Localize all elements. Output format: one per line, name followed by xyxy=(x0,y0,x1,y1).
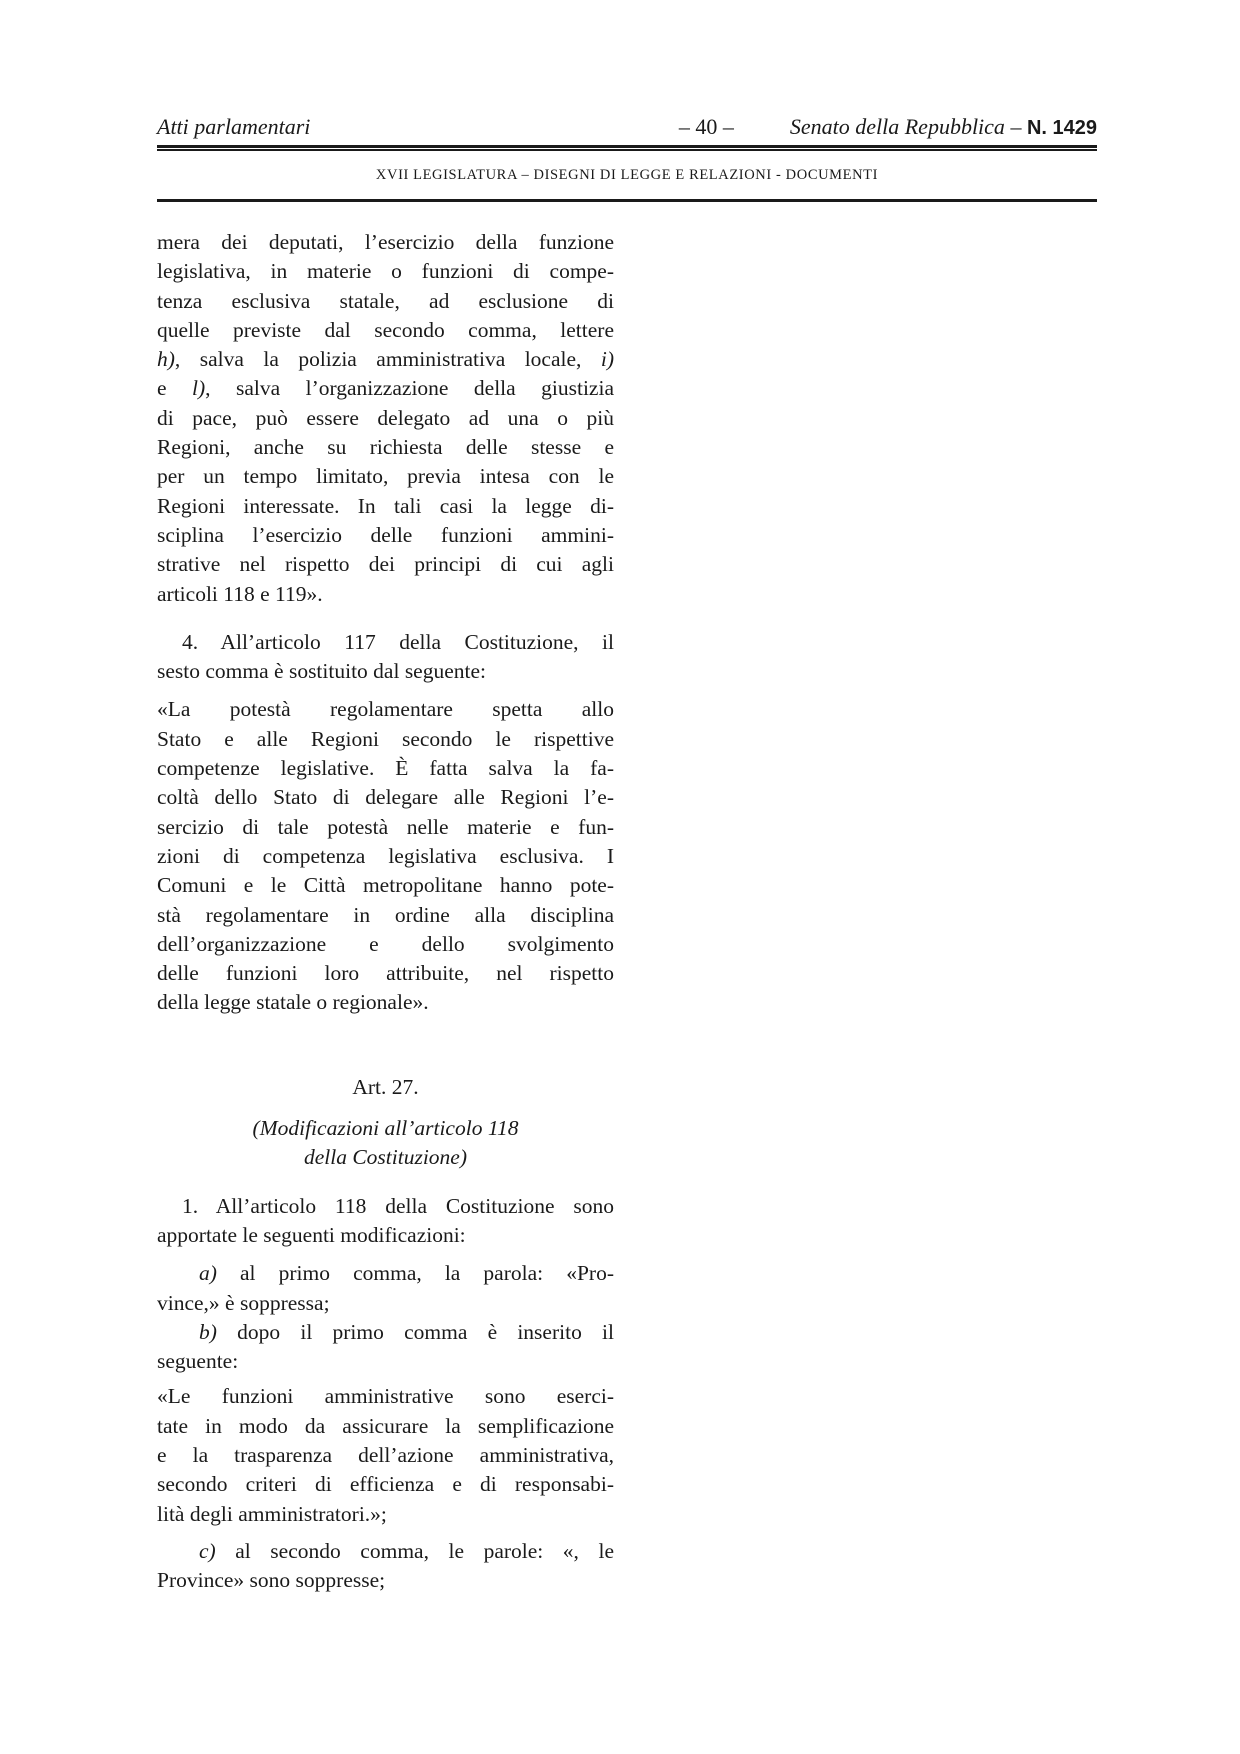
text-line: della legge statale o regionale». xyxy=(157,990,429,1015)
text-line: seguente: xyxy=(157,1349,239,1374)
paragraph xyxy=(157,1192,614,1251)
text-line: mera dei deputati, l’esercizio della funzione xyxy=(157,230,614,254)
running-header xyxy=(157,112,1097,142)
text-line: Art. 27. xyxy=(352,1074,419,1099)
text-line: vince,» è soppressa; xyxy=(157,1290,330,1315)
header-senate-name: Senato della Repubblica xyxy=(789,114,1005,139)
text-line xyxy=(157,1537,614,1566)
document-number: N. 1429 xyxy=(1026,117,1097,139)
header-senate xyxy=(790,112,1097,143)
item-letter: b) xyxy=(199,1319,217,1344)
paragraph xyxy=(157,695,614,1017)
text-line: tate in modo da assicurare la semplificazione xyxy=(157,1413,614,1438)
item-letter: h) xyxy=(157,347,175,372)
text-line: Province» sono soppresse; xyxy=(157,1568,386,1593)
text-line: articoli 118 e 119». xyxy=(157,581,323,606)
text-line xyxy=(157,1318,614,1347)
text-segment: e xyxy=(157,376,192,401)
text-segment: dopo il primo comma è inserito il xyxy=(216,1319,614,1344)
text-line: legislativa, in materie o funzioni di compe- xyxy=(157,259,614,284)
text-line: apportate le seguenti modificazioni: xyxy=(157,1222,466,1247)
article-heading xyxy=(157,1073,614,1102)
text-line: di pace, può essere delegato ad una o più xyxy=(157,405,614,430)
text-line: 1. All’articolo 118 della Costituzione sono xyxy=(182,1193,614,1218)
header-subtitle: XVII LEGISLATURA – DISEGNI DI LEGGE E RELAZIONI - DOCUMENTI xyxy=(375,167,879,183)
text-line: «La potestà regolamentare spetta allo xyxy=(157,697,614,722)
item-letter: a) xyxy=(199,1261,217,1286)
text-line: stà regolamentare in ordine alla disciplina xyxy=(157,902,614,927)
text-line: Comuni e le Città metropolitane hanno pote- xyxy=(157,873,614,898)
text-line: sciplina l’esercizio delle funzioni ammini- xyxy=(157,522,614,547)
text-line: tenza esclusiva statale, ad esclusione di xyxy=(157,288,614,313)
text-line: e la trasparenza dell’azione amministrativa, xyxy=(157,1442,614,1467)
text-line: Stato e alle Regioni secondo le rispettive xyxy=(157,726,614,751)
header-publication: Atti parlamentari xyxy=(157,114,311,139)
item-letter: c) xyxy=(199,1538,216,1563)
text-line: delle funzioni loro attribuite, nel rispetto xyxy=(157,961,614,986)
document-body xyxy=(157,228,614,1595)
text-segment: , salva l’organizzazione della giustizia xyxy=(205,376,614,401)
text-line: lità degli amministratori.»; xyxy=(157,1501,387,1526)
text-line xyxy=(157,345,614,374)
text-segment: , salva la polizia amministrativa locale, xyxy=(174,347,601,372)
text-line xyxy=(157,374,614,403)
subtitle-rule xyxy=(157,199,1097,202)
paragraph xyxy=(157,628,614,687)
text-line: 4. All’articolo 117 della Costituzione, il xyxy=(182,629,614,654)
text-line: «Le funzioni amministrative sono eserci- xyxy=(157,1384,614,1409)
text-segment: al secondo comma, le parole: «, le xyxy=(215,1538,614,1563)
page-number: – 40 – xyxy=(678,114,734,139)
paragraph xyxy=(157,1318,614,1377)
text-line: dell’organizzazione e dello svolgimento xyxy=(157,931,614,956)
text-line xyxy=(157,1259,614,1288)
paragraph xyxy=(157,1537,614,1596)
header-rule-top xyxy=(157,145,1097,148)
paragraph xyxy=(157,1259,614,1318)
item-letter: i) xyxy=(600,347,614,372)
header-rule-bottom xyxy=(157,149,1097,151)
text-line: competenze legislative. È fatta salva la fa- xyxy=(157,756,614,781)
text-line: Regioni interessate. In tali casi la legge di- xyxy=(157,493,614,518)
text-line: secondo criteri di efficienza e di responsabi- xyxy=(157,1472,614,1497)
paragraph xyxy=(157,228,614,609)
header-dash: – xyxy=(1004,114,1027,139)
paragraph xyxy=(157,1382,614,1528)
text-line: (Modificazioni all’articolo 118 xyxy=(252,1116,519,1141)
text-line: della Costituzione) xyxy=(303,1145,468,1170)
article-title xyxy=(157,1114,614,1173)
text-line: quelle previste dal secondo comma, lettere xyxy=(157,317,614,342)
text-line: zioni di competenza legislativa esclusiva. I xyxy=(157,843,614,868)
text-line: Regioni, anche su richiesta delle stesse e xyxy=(157,435,614,460)
text-line: sesto comma è sostituito dal seguente: xyxy=(157,659,487,684)
text-line: per un tempo limitato, previa intesa con le xyxy=(157,464,614,489)
text-segment: al primo comma, la parola: «Pro- xyxy=(216,1261,614,1286)
text-line: sercizio di tale potestà nelle materie e fun- xyxy=(157,814,614,839)
text-line: strative nel rispetto dei principi di cui agli xyxy=(157,552,614,577)
text-line: coltà dello Stato di delegare alle Regioni l’e- xyxy=(157,785,614,810)
item-letter: l) xyxy=(192,376,206,401)
